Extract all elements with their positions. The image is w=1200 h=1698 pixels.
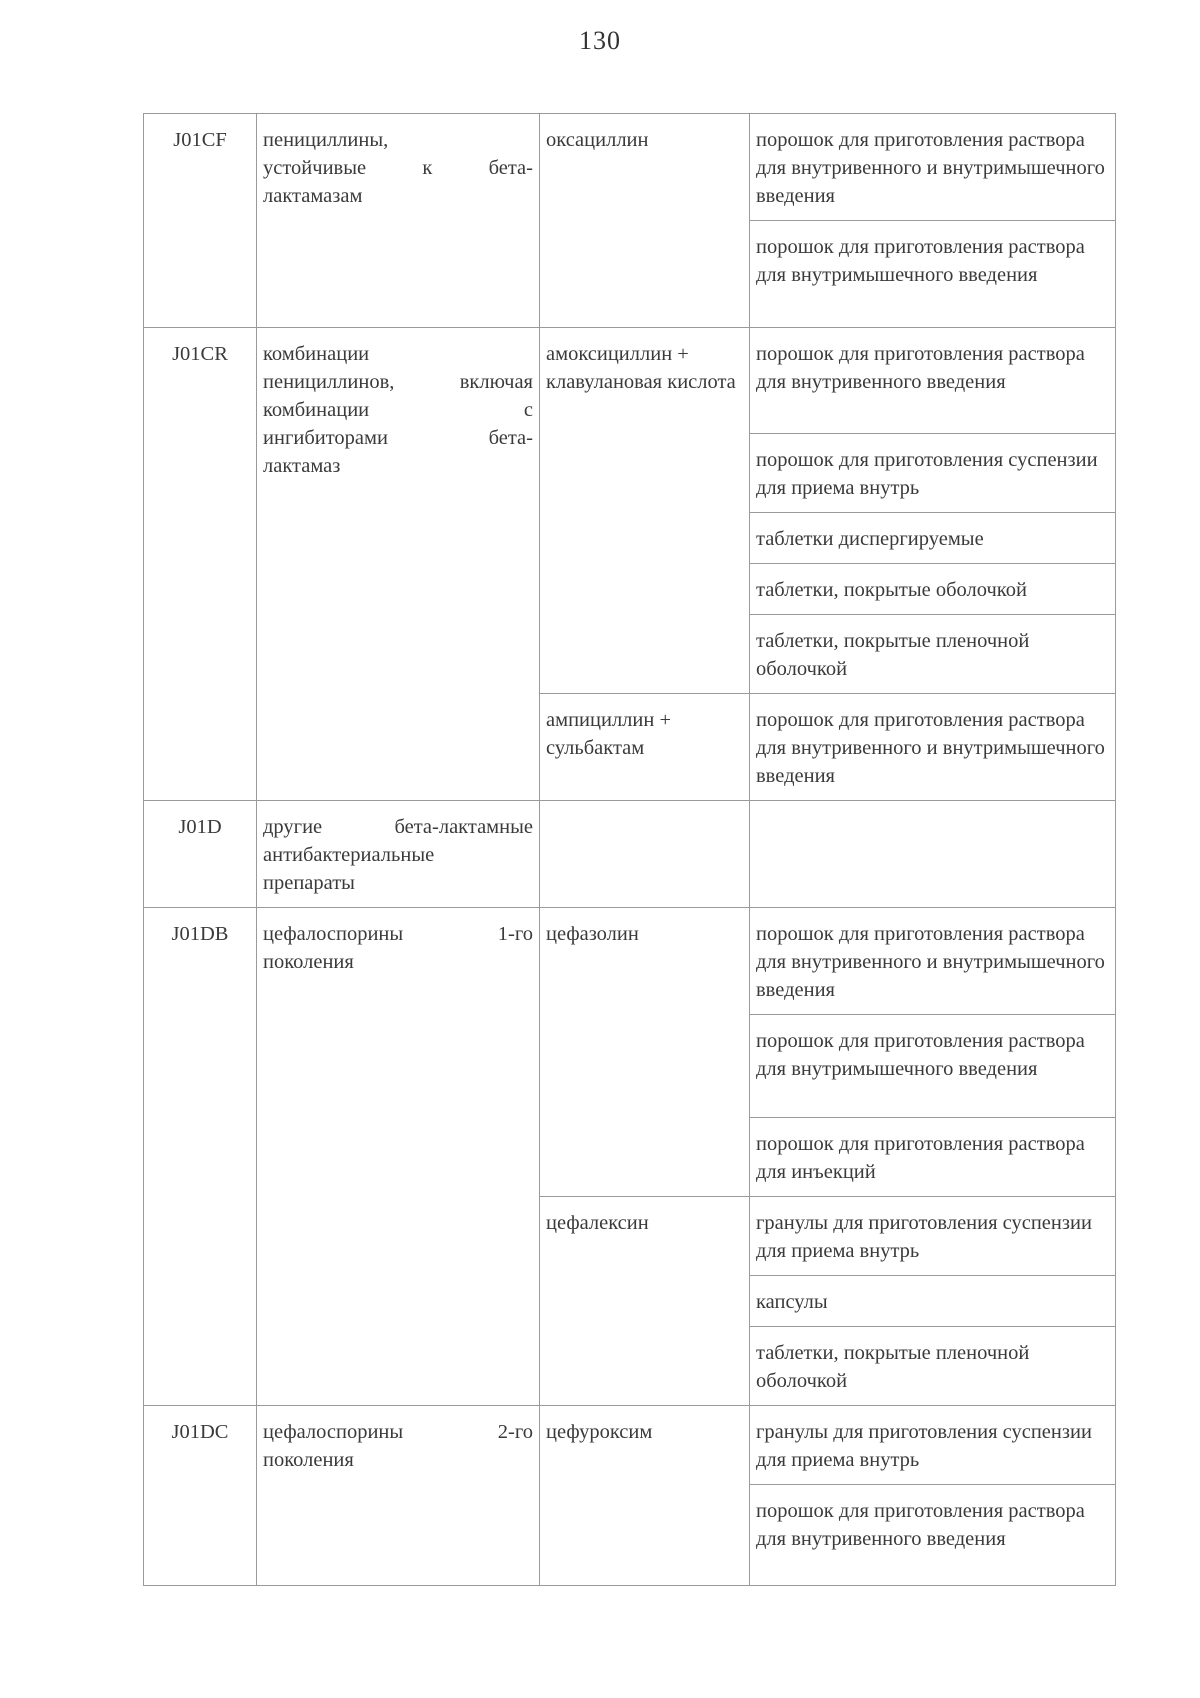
dosage-form: гранулы для приготовления суспензии для приема внутрь (750, 1197, 1116, 1276)
group-name-word: бета-лактамные (394, 816, 533, 838)
group-name-word: другие (263, 816, 323, 838)
table-row (144, 114, 1116, 221)
group-name-line (263, 813, 533, 841)
drug-name: амоксициллин + клавулановая кислота (540, 328, 750, 694)
dosage-form: капсулы (750, 1276, 1116, 1327)
dosage-form: порошок для приготовления раствора для внутривенного и внутримышечного введения (750, 114, 1116, 221)
drug-table (143, 113, 1116, 1586)
drug-name-empty (540, 801, 750, 908)
table-row (144, 328, 1116, 434)
atc-code: J01DB (144, 908, 257, 1406)
group-name-word: ингибиторами (263, 427, 388, 449)
group-name (257, 801, 540, 908)
group-name (257, 328, 540, 801)
drug-name: цефуроксим (540, 1406, 750, 1586)
dosage-form: таблетки, покрытые оболочкой (750, 564, 1116, 615)
atc-code: J01DC (144, 1406, 257, 1586)
group-name-line (263, 368, 533, 396)
group-name-line: комбинации (263, 343, 370, 365)
dosage-form: порошок для приготовления раствора для внутривенного и внутримышечного введения (750, 908, 1116, 1015)
dosage-form: гранулы для приготовления суспензии для приема внутрь (750, 1406, 1116, 1485)
group-name-line (263, 920, 533, 948)
group-name-word: к (422, 157, 433, 179)
group-name-word: с (523, 399, 533, 421)
group-name-word: 2-го (497, 1421, 533, 1443)
group-name-word: цефалоспорины (263, 1421, 404, 1443)
dosage-form: порошок для приготовления раствора для внутривенного введения (750, 1485, 1116, 1586)
page-number: 130 (579, 26, 621, 55)
dosage-form-empty (750, 801, 1116, 908)
group-name-word: включая (459, 371, 533, 393)
drug-name: цефалексин (540, 1197, 750, 1406)
dosage-form: порошок для приготовления раствора для внутривенного введения (750, 328, 1116, 434)
group-name-line: лактамазам (263, 185, 363, 207)
dosage-form: таблетки, покрытые пленочной оболочкой (750, 1327, 1116, 1406)
group-name-word: цефалоспорины (263, 923, 404, 945)
group-name-word: устойчивые (263, 157, 367, 179)
group-name (257, 908, 540, 1406)
group-name-line (263, 1418, 533, 1446)
drug-name: оксациллин (540, 114, 750, 328)
table-row (144, 908, 1116, 1015)
drug-name: цефазолин (540, 908, 750, 1197)
group-name-word: 1-го (497, 923, 533, 945)
dosage-form: таблетки, покрытые пленочной оболочкой (750, 615, 1116, 694)
atc-code: J01CF (144, 114, 257, 328)
dosage-form: порошок для приготовления раствора для внутримышечного введения (750, 221, 1116, 328)
group-name-line: поколения (263, 1449, 354, 1471)
atc-code: J01D (144, 801, 257, 908)
group-name (257, 114, 540, 328)
group-name-line (263, 424, 533, 452)
group-name-word: пенициллинов, (263, 371, 395, 393)
table-row (144, 1406, 1116, 1485)
group-name-line (263, 154, 533, 182)
group-name-line: лактамаз (263, 455, 341, 477)
dosage-form: порошок для приготовления раствора для инъекций (750, 1118, 1116, 1197)
atc-code: J01CR (144, 328, 257, 801)
group-name-line: препараты (263, 872, 355, 894)
group-name-line: антибактериальные (263, 844, 435, 866)
dosage-form: порошок для приготовления раствора для внутримышечного введения (750, 1015, 1116, 1118)
group-name-line: поколения (263, 951, 354, 973)
dosage-form: таблетки диспергируемые (750, 513, 1116, 564)
dosage-form: порошок для приготовления суспензии для приема внутрь (750, 434, 1116, 513)
group-name-word: бета- (488, 427, 533, 449)
group-name (257, 1406, 540, 1586)
group-name-line (263, 396, 533, 424)
drug-name: ампициллин + сульбактам (540, 694, 750, 801)
table-row (144, 801, 1116, 908)
group-name-line: пенициллины, (263, 129, 389, 151)
group-name-word: комбинации (263, 399, 370, 421)
dosage-form: порошок для приготовления раствора для внутривенного и внутримышечного введения (750, 694, 1116, 801)
group-name-word: бета- (488, 157, 533, 179)
